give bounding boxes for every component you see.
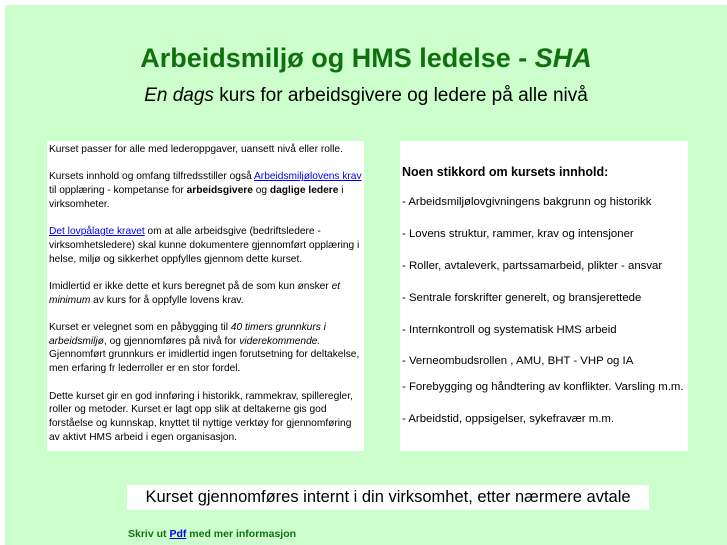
keywords-heading: Noen stikkord om kursets innhold: xyxy=(402,165,609,179)
keyword-item: - Forebygging og håndtering av konflikter. Varsling m.m. xyxy=(402,381,684,393)
keyword-item: - Sentrale forskrifter generelt, og bransjerettede xyxy=(402,292,642,304)
pdf-link[interactable]: Pdf xyxy=(169,528,187,540)
page-background xyxy=(5,5,727,545)
footer-print-info: Skriv ut Pdf med mer informasjon xyxy=(128,528,297,540)
paragraph-5: Kurset er velegnet som en påbygging til 40 timers grunnkurs i arbeidsmiljø, og gjennomføres på nivå for viderekommende. Gjennomført grunnkurs er imidlertid ingen forutsetning for deltakelse, men erfaring fr lederroller er en stor fordel. xyxy=(49,322,360,375)
paragraph-1: Kurset passer for alle med lederoppgaver, uansett nivå eller rolle. xyxy=(49,144,343,155)
page-subtitle xyxy=(5,85,727,107)
paragraph-3: Det lovpålagte kravet om at alle arbeidsgive (bedriftsledere - virksomhetsledere) skal kunne dokumentere gjennomført opplæring i helse, miljø og sikkerhet oppfylles gjennom dette kurset. xyxy=(49,226,360,265)
title-italic: SHA xyxy=(534,43,592,73)
subtitle-rest: kurs for arbeidsgivere og ledere på alle nivå xyxy=(213,85,588,106)
internal-course-banner: Kurset gjennomføres internt i din virksomhet, etter nærmere avtale xyxy=(127,485,649,510)
subtitle-italic: En dags xyxy=(144,85,214,106)
statutory-requirement-link[interactable]: Det lovpålagte kravet xyxy=(49,226,145,238)
page-title xyxy=(5,43,727,74)
paragraph-6: Dette kurset gir en god innføring i historikk, rammekrav, spilleregler, roller og metoder. Kurset er lagt opp slik at deltakerne gis god forståelse og kunnskap, knyttet til nyttige verktøy for gjennomføring av aktivt HMS arbeid i egen organisasjon. xyxy=(49,390,353,443)
keyword-item: - Roller, avtaleverk, partssamarbeid, plikter - ansvar xyxy=(402,260,663,272)
law-requirements-link[interactable]: Arbeidsmiljølovens krav xyxy=(254,171,362,183)
keyword-item: - Lovens struktur, rammer, krav og intensjoner xyxy=(402,228,634,240)
keyword-item: - Internkontroll og systematisk HMS arbeid xyxy=(402,324,617,336)
keyword-item: - Arbeidsmiljølovgivningens bakgrunn og historikk xyxy=(402,196,652,208)
course-description-box xyxy=(47,141,364,451)
paragraph-4: Imidlertid er ikke dette et kurs beregnet på de som kun ønsker et minimum av kurs for å oppfylle lovens krav. xyxy=(49,280,341,306)
title-main: Arbeidsmiljø og HMS ledelse - xyxy=(140,43,535,73)
keyword-item: - Arbeidstid, oppsigelser, sykefravær m.m. xyxy=(402,413,615,425)
keywords-box xyxy=(400,141,688,451)
paragraph-2: Kursets innhold og omfang tilfredsstiller også Arbeidsmiljølovens krav til opplæring - kompetanse for arbeidsgivere og daglige ledere i virksomheter. xyxy=(49,171,362,210)
keyword-item: - Verneombudsrollen , AMU, BHT - VHP og IA xyxy=(402,355,634,367)
